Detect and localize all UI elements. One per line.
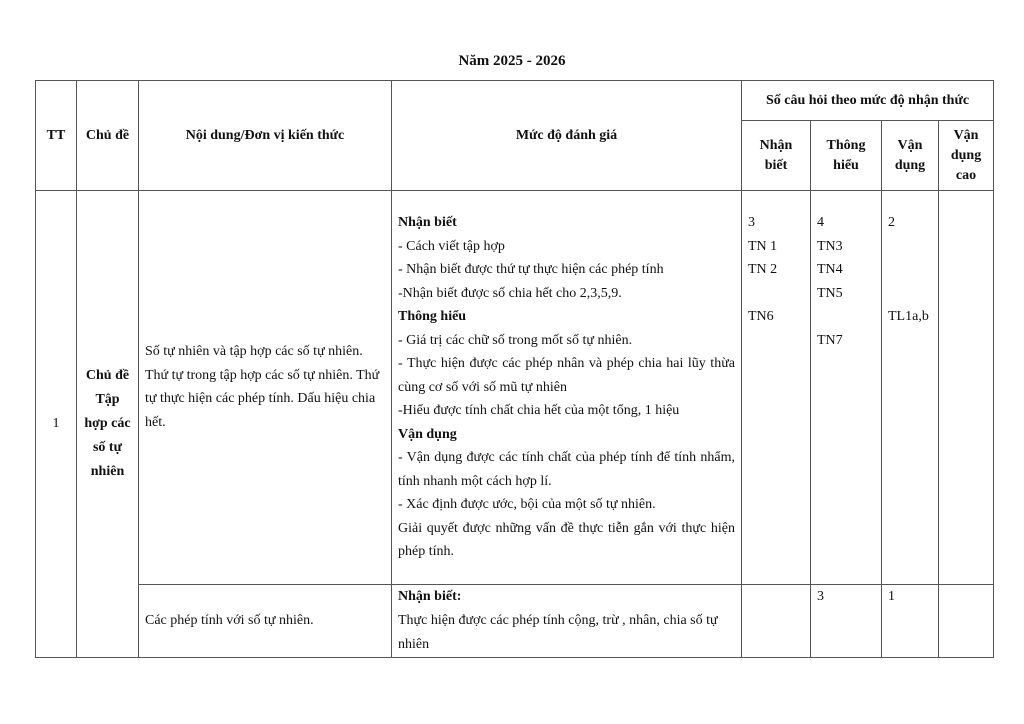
level-cell [392, 191, 742, 585]
content-cell: Số tự nhiên và tập hợp các số tự nhiên. Thứ tự trong tập hợp các số tự nhiên. Thứ tự thực hiện các phép tính. Dấu hiệu chia hết. [139, 191, 392, 585]
level-item: - Nhận biết được thứ tự thực hiện các phép tính [398, 262, 664, 277]
count-thong-hieu [811, 584, 882, 657]
level-heading: Nhận biết [398, 215, 457, 230]
question-count-entry: 4 [817, 215, 824, 230]
header-thong-hieu: Thông hiểu [811, 121, 882, 191]
count-van-dung-cao [939, 584, 994, 657]
header-topic: Chủ đề [77, 81, 139, 191]
question-count-entry: TN6 [748, 309, 774, 324]
header-van-dung-cao: Vận dụng cao [939, 121, 994, 191]
level-cell [392, 584, 742, 657]
header-level: Mức độ đánh giá [392, 81, 742, 191]
header-tt: TT [36, 81, 77, 191]
page-title: Năm 2025 - 2026 [458, 53, 566, 69]
count-van-dung [882, 191, 939, 585]
table-row [36, 191, 994, 585]
level-item: -Hiểu được tính chất chia hết của một tổng, 1 hiệu [398, 403, 680, 418]
question-count-entry: TN4 [817, 262, 843, 277]
count-van-dung-cao [939, 191, 994, 585]
question-count-entry: TN3 [817, 238, 843, 254]
question-count-entry [748, 282, 804, 306]
question-count-entry [888, 282, 932, 306]
level-item: - Giá trị các chữ số trong mốt số tự nhiên. [398, 332, 633, 348]
header-question-count-group: Số câu hỏi theo mức độ nhận thức [742, 81, 994, 121]
level-item: - Vận dụng được các tính chất của phép tính để tính nhẩm, tính nhanh một cách hợp lí. [398, 450, 735, 489]
level-item: - Cách viết tập hợp [398, 238, 505, 254]
topic-cell: Chủ đề Tập hợp các số tự nhiên [77, 191, 139, 658]
header-content: Nội dung/Đơn vị kiến thức [139, 81, 392, 191]
question-count-entry: TN5 [817, 285, 843, 301]
question-count-entry [888, 235, 932, 259]
level-item: Thực hiện được các phép tính cộng, trừ , nhân, chia số tự nhiên [398, 612, 718, 652]
level-item: - Thực hiện được các phép nhân và phép chia hai lũy thừa cùng cơ số với số mũ tự nhiên [398, 356, 735, 395]
question-count-entry: TN 2 [748, 262, 778, 277]
level-item: - Xác định được ước, bội của một số tự nhiên. [398, 497, 656, 512]
question-count-entry: TN 1 [748, 238, 778, 254]
level-item: -Nhận biết được số chia hết cho 2,3,5,9. [398, 285, 622, 301]
count-van-dung [882, 584, 939, 657]
question-count-entry [817, 305, 875, 329]
level-heading: Nhận biết: [398, 588, 462, 604]
level-item: Giải quyết được những vấn đề thực tiễn gắn với thực hiện phép tính. [398, 520, 735, 559]
question-count-entry: 3 [748, 215, 755, 230]
table-row [36, 584, 994, 657]
question-count-entry: 2 [888, 215, 895, 230]
header-van-dung: Vận dụng [882, 121, 939, 191]
question-count-entry: 3 [817, 588, 824, 604]
level-heading: Thông hiểu [398, 309, 467, 324]
count-nhan-biet [742, 191, 811, 585]
count-thong-hieu [811, 191, 882, 585]
count-nhan-biet [742, 584, 811, 657]
row-number: 1 [36, 191, 77, 658]
question-count-entry: 1 [888, 588, 895, 604]
content-cell: Các phép tính với số tự nhiên. [139, 584, 392, 657]
level-heading: Vận dụng [398, 426, 457, 442]
question-count-entry [888, 258, 932, 282]
assessment-matrix-table [35, 80, 994, 658]
header-nhan-biet: Nhận biết [742, 121, 811, 191]
question-count-entry: TN7 [817, 332, 843, 348]
question-count-entry: TL1a,b [888, 309, 929, 324]
